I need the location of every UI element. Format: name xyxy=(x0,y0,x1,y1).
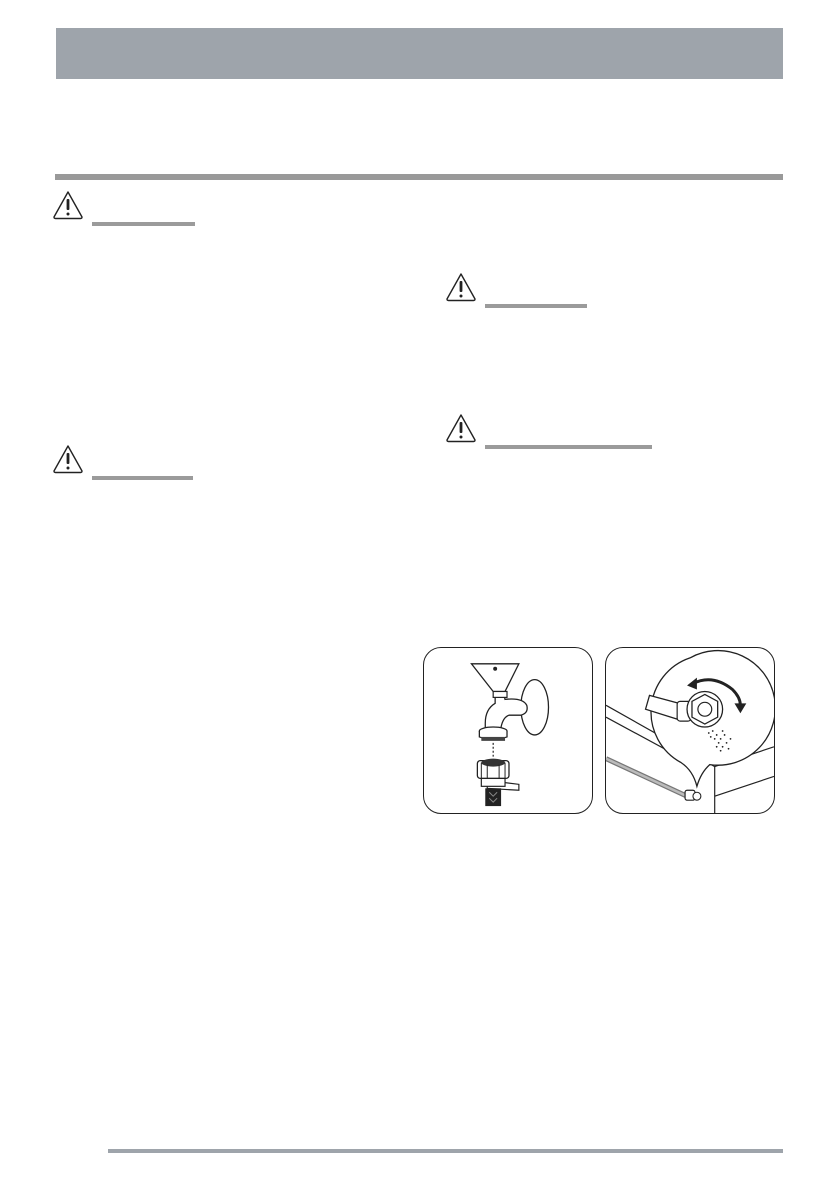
illustration-tap-connector xyxy=(423,647,593,814)
warning-triangle-icon xyxy=(445,272,477,302)
warning-block-left-1 xyxy=(52,190,252,226)
footer-divider xyxy=(108,1149,783,1153)
warning-heading-underline xyxy=(92,476,193,480)
warning-heading-underline xyxy=(92,222,195,226)
warning-block-left-2 xyxy=(52,444,252,480)
warning-block-right-1 xyxy=(445,272,645,308)
warning-triangle-icon xyxy=(52,190,84,220)
warning-triangle-icon xyxy=(52,444,84,474)
illustration-hose-leak-check xyxy=(605,647,775,814)
section-divider xyxy=(55,174,783,180)
warning-heading-underline xyxy=(485,304,587,308)
warning-triangle-icon xyxy=(445,413,477,443)
warning-block-right-2 xyxy=(445,413,675,449)
warning-heading-underline xyxy=(485,445,652,449)
header-band xyxy=(56,28,783,79)
